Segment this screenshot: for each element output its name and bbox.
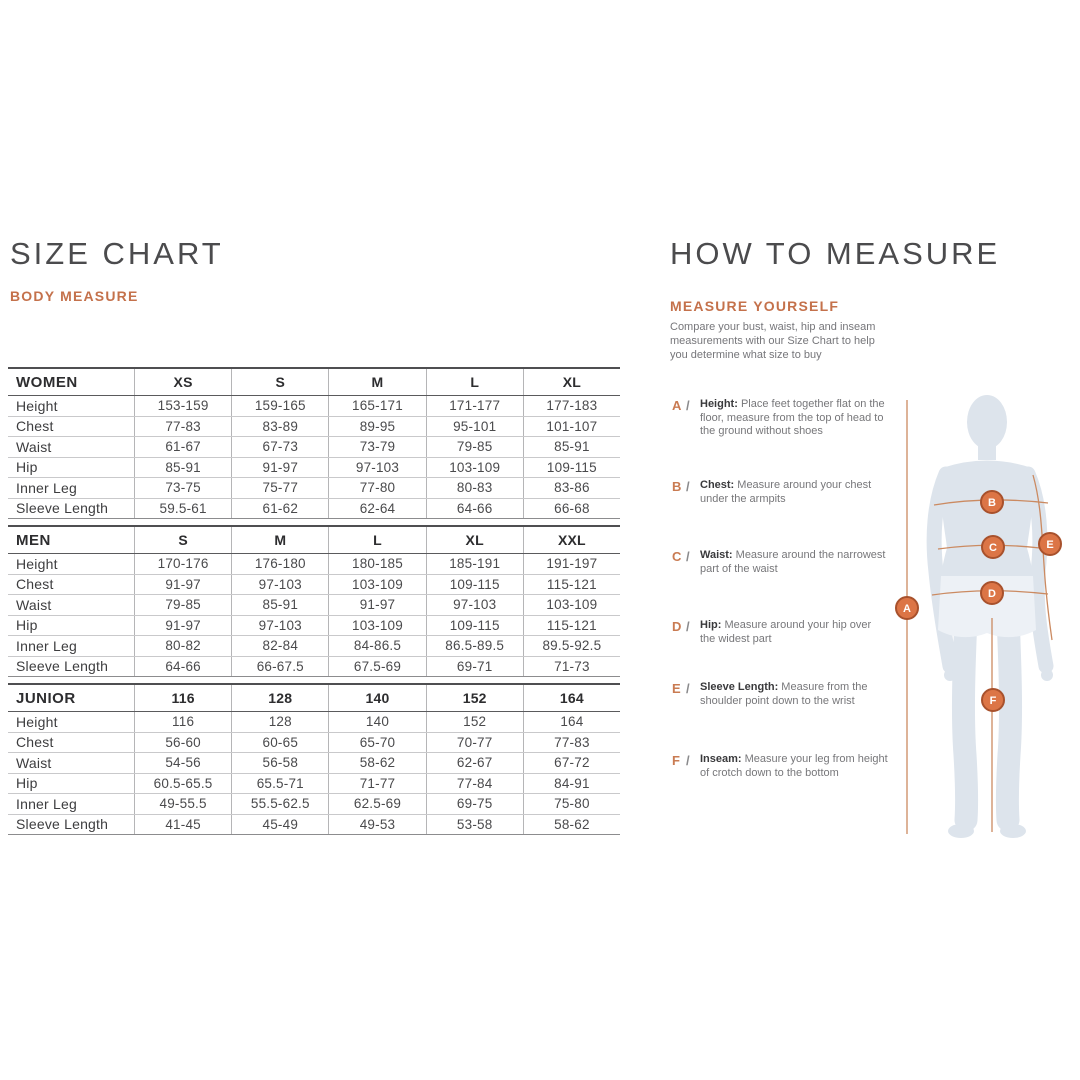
step-term: Chest:	[700, 479, 738, 491]
measure-value-cell: 84-86.5	[328, 636, 425, 656]
measure-value-cell: 84-91	[523, 774, 620, 794]
measure-value-cell: 77-80	[328, 478, 425, 498]
measure-value-cell: 73-75	[134, 478, 231, 498]
measure-row-label: Hip	[16, 459, 38, 476]
size-column-header: XL	[523, 369, 620, 395]
measure-row-label: Height	[16, 713, 58, 730]
measure-row-label: Inner Leg	[16, 795, 77, 812]
measure-row-label: Sleeve Length	[16, 658, 109, 675]
measure-value-cell: 171-177	[426, 396, 523, 416]
how-to-measure-title: HOW TO MEASURE	[670, 236, 1001, 271]
measure-value-cell: 75-80	[523, 794, 620, 814]
measure-value-cell: 58-62	[523, 815, 620, 835]
measure-value-cell: 55.5-62.5	[231, 794, 328, 814]
measure-value-cell: 97-103	[426, 595, 523, 615]
measure-value-cell: 80-82	[134, 636, 231, 656]
step-letter: C	[672, 549, 682, 564]
marker-f-letter: F	[989, 695, 997, 707]
measure-value-cell: 86.5-89.5	[426, 636, 523, 656]
size-column-header: M	[328, 369, 425, 395]
measure-value-cell: 66-67.5	[231, 657, 328, 677]
measure-step	[670, 619, 888, 646]
table-row	[8, 657, 620, 677]
measure-value-cell: 53-58	[426, 815, 523, 835]
step-term: Sleeve Length:	[700, 681, 782, 693]
table-row	[8, 616, 620, 637]
measure-step	[670, 753, 888, 780]
measure-value-cell: 109-115	[523, 458, 620, 478]
table-row	[8, 815, 620, 835]
step-letter: F	[672, 753, 680, 768]
table-row	[8, 554, 620, 575]
measure-step	[670, 398, 888, 439]
measure-value-cell: 97-103	[231, 575, 328, 595]
measure-value-cell: 45-49	[231, 815, 328, 835]
measure-value-cell: 140	[328, 712, 425, 732]
measure-row-label: Waist	[16, 596, 52, 613]
measure-value-cell: 75-77	[231, 478, 328, 498]
step-slash-divider: /	[686, 479, 690, 494]
measure-value-cell: 103-109	[426, 458, 523, 478]
measure-value-cell: 95-101	[426, 417, 523, 437]
measure-value-cell: 69-75	[426, 794, 523, 814]
measure-value-cell: 165-171	[328, 396, 425, 416]
measure-value-cell: 41-45	[134, 815, 231, 835]
measure-intro-text: Compare your bust, waist, hip and inseam measurements with our Size Chart to help you determine what size to buy	[670, 321, 876, 361]
size-column-header: 128	[231, 685, 328, 711]
size-column-header: M	[231, 527, 328, 553]
size-table-header-row	[8, 685, 620, 712]
measure-value-cell: 116	[134, 712, 231, 732]
size-table	[8, 525, 620, 677]
measure-value-cell: 62.5-69	[328, 794, 425, 814]
measure-value-cell: 89.5-92.5	[523, 636, 620, 656]
table-row	[8, 595, 620, 616]
step-slash-divider: /	[686, 619, 690, 634]
measure-row-label: Hip	[16, 617, 38, 634]
measure-value-cell: 58-62	[328, 753, 425, 773]
marker-c-icon	[982, 536, 1004, 558]
size-table	[8, 683, 620, 835]
measure-value-cell: 70-77	[426, 733, 523, 753]
measure-value-cell: 64-66	[426, 499, 523, 519]
step-description	[700, 681, 888, 708]
marker-c-letter: C	[989, 542, 997, 554]
measure-value-cell: 115-121	[523, 575, 620, 595]
measure-value-cell: 59.5-61	[134, 499, 231, 519]
measure-value-cell: 103-109	[328, 575, 425, 595]
measure-value-cell: 109-115	[426, 575, 523, 595]
marker-d-letter: D	[988, 588, 996, 600]
table-row	[8, 636, 620, 657]
body-measure-subtitle: BODY MEASURE	[10, 288, 139, 304]
measure-value-cell: 79-85	[134, 595, 231, 615]
measure-value-cell: 77-84	[426, 774, 523, 794]
measure-value-cell: 153-159	[134, 396, 231, 416]
measure-value-cell: 191-197	[523, 554, 620, 574]
measure-value-cell: 67.5-69	[328, 657, 425, 677]
measure-row-label: Height	[16, 555, 58, 572]
measure-row-label: Hip	[16, 775, 38, 792]
measure-value-cell: 97-103	[328, 458, 425, 478]
measure-value-cell: 62-67	[426, 753, 523, 773]
size-column-header: 152	[426, 685, 523, 711]
measure-step	[670, 479, 888, 506]
step-slash-divider: /	[686, 398, 690, 413]
step-description	[700, 619, 888, 646]
measure-value-cell: 77-83	[523, 733, 620, 753]
size-tables	[8, 367, 620, 833]
marker-b-letter: B	[988, 497, 996, 509]
measure-row-label: Sleeve Length	[16, 816, 109, 833]
measure-value-cell: 64-66	[134, 657, 231, 677]
marker-f-icon	[982, 689, 1004, 711]
measure-row-label: Waist	[16, 754, 52, 771]
measure-value-cell: 80-83	[426, 478, 523, 498]
measure-value-cell: 89-95	[328, 417, 425, 437]
measure-value-cell: 49-55.5	[134, 794, 231, 814]
size-chart-title: SIZE CHART	[10, 236, 224, 271]
table-row	[8, 478, 620, 499]
step-text: Measure around your chest under the armpits	[700, 479, 872, 505]
measure-value-cell: 56-60	[134, 733, 231, 753]
measure-row-label: Inner Leg	[16, 637, 77, 654]
measure-value-cell: 176-180	[231, 554, 328, 574]
step-term: Height:	[700, 398, 741, 410]
size-column-header: 164	[523, 685, 620, 711]
step-letter: B	[672, 479, 682, 494]
table-row	[8, 396, 620, 417]
measure-steps	[670, 0, 890, 1080]
measure-value-cell: 97-103	[231, 616, 328, 636]
measure-value-cell: 71-73	[523, 657, 620, 677]
step-letter: A	[672, 398, 682, 413]
size-column-header: XL	[426, 527, 523, 553]
measure-value-cell: 103-109	[328, 616, 425, 636]
measure-value-cell: 61-62	[231, 499, 328, 519]
measure-row-label: Sleeve Length	[16, 500, 109, 517]
size-column-header: S	[134, 527, 231, 553]
size-column-header: 140	[328, 685, 425, 711]
measure-row-label: Chest	[16, 734, 54, 751]
measure-value-cell: 54-56	[134, 753, 231, 773]
measure-value-cell: 61-67	[134, 437, 231, 457]
measure-value-cell: 83-86	[523, 478, 620, 498]
table-row	[8, 753, 620, 774]
measure-value-cell: 73-79	[328, 437, 425, 457]
size-column-header: XS	[134, 369, 231, 395]
marker-a-icon	[896, 597, 918, 619]
measure-value-cell: 128	[231, 712, 328, 732]
measure-value-cell: 91-97	[328, 595, 425, 615]
step-slash-divider: /	[686, 681, 690, 696]
marker-e-letter: E	[1046, 539, 1054, 551]
measure-value-cell: 85-91	[523, 437, 620, 457]
measure-step	[670, 549, 888, 576]
measure-row-label: Chest	[16, 576, 54, 593]
size-column-header: L	[426, 369, 523, 395]
step-text: Measure around your hip over the widest part	[700, 619, 872, 645]
step-description	[700, 549, 888, 576]
measure-value-cell: 83-89	[231, 417, 328, 437]
size-column-header: L	[328, 527, 425, 553]
size-group-label: WOMEN	[16, 373, 78, 391]
size-table	[8, 367, 620, 519]
measure-row-label: Waist	[16, 438, 52, 455]
marker-a-letter: A	[903, 603, 911, 615]
measure-value-cell: 91-97	[231, 458, 328, 478]
measure-value-cell: 170-176	[134, 554, 231, 574]
measure-value-cell: 62-64	[328, 499, 425, 519]
size-column-header: 116	[134, 685, 231, 711]
size-column-header: S	[231, 369, 328, 395]
marker-e-icon	[1039, 533, 1061, 555]
measure-value-cell: 65-70	[328, 733, 425, 753]
size-table-header-row	[8, 527, 620, 554]
step-description	[700, 753, 888, 780]
measure-value-cell: 85-91	[231, 595, 328, 615]
measure-value-cell: 67-73	[231, 437, 328, 457]
marker-b-icon	[981, 491, 1003, 513]
table-row	[8, 417, 620, 438]
measure-value-cell: 65.5-71	[231, 774, 328, 794]
step-term: Waist:	[700, 549, 736, 561]
body-measurement-figure	[890, 390, 1075, 848]
measure-value-cell: 71-77	[328, 774, 425, 794]
measure-value-cell: 49-53	[328, 815, 425, 835]
table-row	[8, 774, 620, 795]
measure-value-cell: 115-121	[523, 616, 620, 636]
table-row	[8, 437, 620, 458]
measure-row-label: Inner Leg	[16, 479, 77, 496]
measure-value-cell: 77-83	[134, 417, 231, 437]
size-column-header: XXL	[523, 527, 620, 553]
measure-value-cell: 56-58	[231, 753, 328, 773]
step-term: Hip:	[700, 619, 725, 631]
step-text: Measure your leg from height of crotch down to the bottom	[700, 753, 888, 779]
step-letter: D	[672, 619, 682, 634]
step-text: Measure from the shoulder point down to the wrist	[700, 681, 868, 707]
measure-value-cell: 67-72	[523, 753, 620, 773]
measure-value-cell: 101-107	[523, 417, 620, 437]
step-slash-divider: /	[686, 753, 690, 768]
step-term: Inseam:	[700, 753, 745, 765]
size-group-label: JUNIOR	[16, 689, 76, 707]
step-text: Measure around the narrowest part of the waist	[700, 549, 886, 575]
measure-row-label: Chest	[16, 418, 54, 435]
measure-value-cell: 180-185	[328, 554, 425, 574]
measure-value-cell: 69-71	[426, 657, 523, 677]
measure-value-cell: 60.5-65.5	[134, 774, 231, 794]
table-row	[8, 733, 620, 754]
step-text: Place feet together flat on the floor, measure from the top of head to the ground without shoes	[700, 398, 885, 437]
table-row	[8, 575, 620, 596]
step-letter: E	[672, 681, 681, 696]
table-row	[8, 499, 620, 519]
step-description	[700, 479, 888, 506]
size-table-header-row	[8, 369, 620, 396]
measure-value-cell: 152	[426, 712, 523, 732]
measure-value-cell: 185-191	[426, 554, 523, 574]
size-group-label: MEN	[16, 531, 51, 549]
measure-yourself-subtitle: MEASURE YOURSELF	[670, 298, 840, 314]
table-row	[8, 712, 620, 733]
measure-row-label: Height	[16, 397, 58, 414]
measure-value-cell: 164	[523, 712, 620, 732]
measure-value-cell: 82-84	[231, 636, 328, 656]
step-description	[700, 398, 888, 439]
table-row	[8, 458, 620, 479]
measure-step	[670, 681, 888, 708]
marker-d-icon	[981, 582, 1003, 604]
measure-value-cell: 91-97	[134, 616, 231, 636]
measure-value-cell: 91-97	[134, 575, 231, 595]
measure-value-cell: 60-65	[231, 733, 328, 753]
table-row	[8, 794, 620, 815]
measure-value-cell: 159-165	[231, 396, 328, 416]
measure-value-cell: 177-183	[523, 396, 620, 416]
step-slash-divider: /	[686, 549, 690, 564]
measure-value-cell: 66-68	[523, 499, 620, 519]
measure-value-cell: 103-109	[523, 595, 620, 615]
measure-value-cell: 79-85	[426, 437, 523, 457]
measure-value-cell: 109-115	[426, 616, 523, 636]
measure-value-cell: 85-91	[134, 458, 231, 478]
